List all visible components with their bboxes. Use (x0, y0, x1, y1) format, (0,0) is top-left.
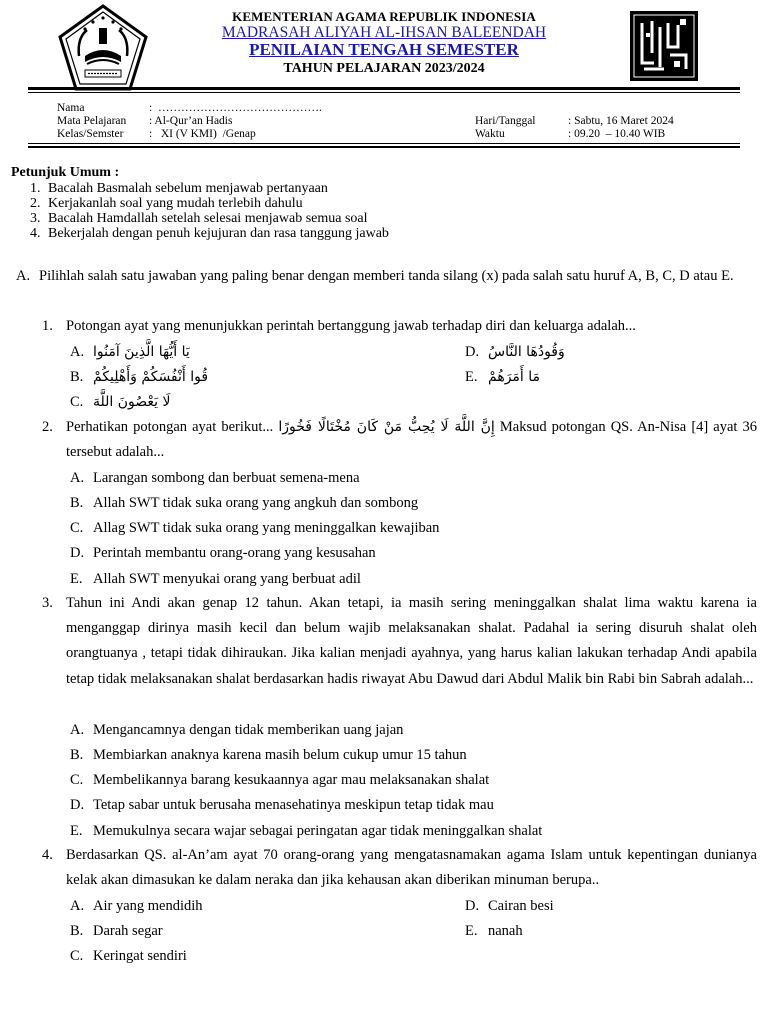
answer-option[interactable]: E. مَا أَمَرَهُمْ (465, 369, 541, 385)
question-text: Tahun ini Andi akan genap 12 tahun. Akan tetapi, ia masih sering meninggalkan shalat lima waktu karena ia menganggap dirinya masih kecil dan belum wajib melaksanakan shalat. Padahal ia sering disuruh shalat oleh orangtuanya , tetapi tidak dihiraukan. Jika kalian menjadi ayahnya, yang harus kalian lakukan terhadap Andi apabila tetap tidak melaksanakan shalat berdasarkan hadis riwayat Abu Dawud dari Abdul Malik bin Rabi bin Sabrah adalah... (66, 595, 757, 687)
time-value: : 09.20 – 10.40 WIB (568, 128, 666, 140)
school-logo (630, 11, 698, 81)
question-number: 1. (42, 318, 53, 334)
answer-option[interactable]: C. Keringat sendiri (70, 948, 187, 964)
answer-option[interactable]: D. وَقُودُهَا النَّاسُ (465, 344, 565, 360)
ministry-emblem-logo (57, 4, 149, 92)
section-a-instruction: Pilihlah salah satu jawaban yang paling benar dengan memberi tanda silang (x) pada salah satu huruf A, B, C, D atau E. (39, 268, 734, 284)
instruction-item: 4. Bekerjalah dengan penuh kejujuran dan rasa tanggung jawab (30, 226, 389, 241)
instruction-item: 2. Kerjakanlah soal yang mudah terlebih dahulu (30, 196, 303, 211)
question-number: 2. (42, 419, 53, 435)
class-label: Kelas/Semster (57, 128, 124, 140)
section-a-label: A. (16, 268, 31, 284)
answer-option[interactable]: D. Tetap sabar untuk berusaha menasehatinya meskipun tetap tidak mau (70, 797, 494, 813)
instruction-item: 1. Bacalah Basmalah sebelum menjawab pertanyaan (30, 181, 328, 196)
question-text: Berdasarkan QS. al-An’am ayat 70 orang-orang yang mengatasnamakan agama Islam untuk kepentingan dunianya kelak akan dimasukan ke dalam neraka dan jika kehausan akan diberikan minuman berupa.. (66, 847, 757, 889)
answer-option[interactable]: E. Allah SWT menyukai orang yang berbuat adil (70, 571, 361, 587)
school-name: MADRASAH ALIYAH AL-IHSAN BALEENDAH (221, 24, 547, 41)
time-label: Waktu (475, 128, 505, 140)
question-text: Perhatikan potongan ayat berikut... إِنَّ اللَّهَ لَا يُحِبُّ مَنْ كَانَ مُخْتَالًا فَخُورًا Maksud potongan QS. An-Nisa [4] ayat 36 tersebut adalah... (66, 419, 758, 461)
answer-option[interactable]: E. nanah (465, 923, 523, 939)
answer-option[interactable]: B. Membiarkan anaknya karena masih belum cukup umur 15 tahun (70, 747, 467, 763)
answer-option[interactable]: B. Allah SWT tidak suka orang yang angkuh dan sombong (70, 495, 419, 511)
instruction-item: 3. Bacalah Hamdallah setelah selesai menjawab semua soal (30, 211, 368, 226)
academic-year: TAHUN PELAJARAN 2023/2024 (283, 61, 485, 76)
date-label: Hari/Tanggal (475, 115, 536, 127)
ministry-name: KEMENTERIAN AGAMA REPUBLIK INDONESIA (232, 9, 536, 24)
answer-option[interactable]: A. Mengancamnya dengan tidak memberikan uang jajan (70, 722, 404, 738)
date-value: : Sabtu, 16 Maret 2024 (568, 115, 674, 127)
subject-label: Mata Pelajaran (57, 115, 127, 127)
answer-option[interactable]: A. Larangan sombong dan berbuat semena-mena (70, 470, 360, 486)
question-text: Potongan ayat yang menunjukkan perintah bertanggung jawab terhadap diri dan keluarga adalah... (66, 318, 636, 334)
answer-option[interactable]: D. Perintah membantu orang-orang yang kesusahan (70, 545, 376, 561)
header-rule-thin (28, 92, 740, 93)
name-label: Nama (57, 102, 85, 114)
answer-option[interactable]: A. يَا أَيُّهَا الَّذِينَ آمَنُوا (70, 344, 190, 360)
answer-option[interactable]: C. لَا يَعْصُونَ اللَّهَ (70, 394, 171, 410)
name-field[interactable]: : ……………………………………. (149, 102, 322, 114)
answer-option[interactable]: A. Air yang mendidih (70, 898, 203, 914)
info-rule-thin (28, 143, 740, 144)
answer-option[interactable]: B. قُوا أَنْفُسَكُمْ وَأَهْلِيكُمْ (70, 369, 209, 385)
info-rule-thick (28, 146, 740, 148)
arabic-verse: إِنَّ اللَّهَ لَا يُحِبُّ مَنْ كَانَ مُخْتَالًا فَخُورًا (278, 419, 495, 435)
answer-option[interactable]: E. Memukulnya secara wajar sebagai peringatan agar tidak meninggalkan shalat (70, 823, 543, 839)
header-rule-thick (28, 87, 740, 90)
class-value: : XI (V KMI) /Genap (149, 128, 256, 140)
answer-option[interactable]: C. Membelikannya barang kesukaannya agar mau melaksanakan shalat (70, 772, 490, 788)
answer-option[interactable]: D. Cairan besi (465, 898, 554, 914)
answer-option[interactable]: B. Darah segar (70, 923, 163, 939)
exam-title: PENILAIAN TENGAH SEMESTER (249, 40, 519, 59)
question-number: 3. (42, 595, 53, 611)
subject-value: : Al-Qur’an Hadis (149, 115, 233, 127)
question-number: 4. (42, 847, 53, 863)
instructions-title: Petunjuk Umum : (11, 165, 120, 180)
answer-option[interactable]: C. Allag SWT tidak suka orang yang meninggalkan kewajiban (70, 520, 440, 536)
